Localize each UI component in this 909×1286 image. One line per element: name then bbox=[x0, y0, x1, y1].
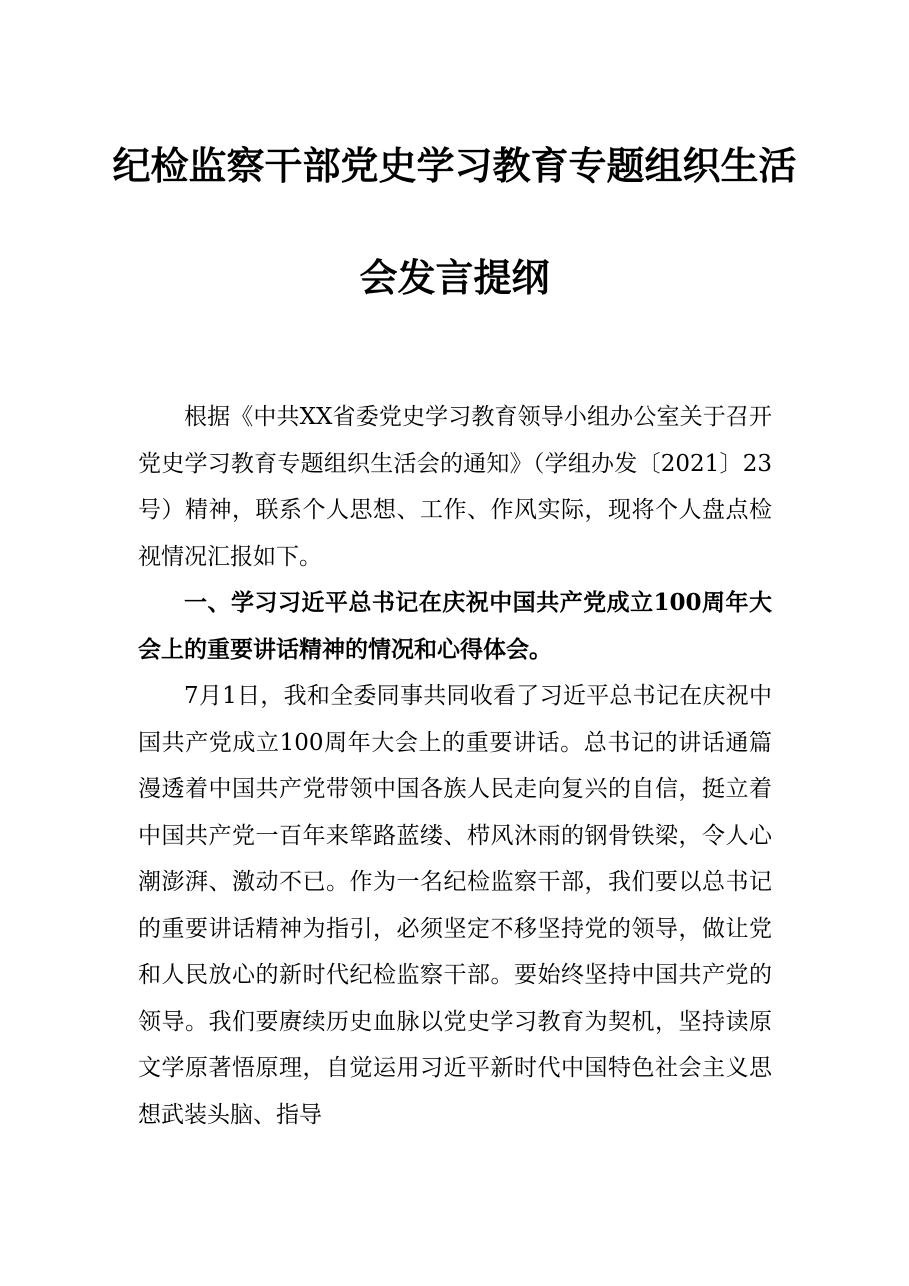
document-title-line-1: 纪检监察干部党史学习教育专题组织生活 bbox=[112, 143, 797, 188]
section-heading-1: 一、学习习近平总书记在庆祝中国共产党成立100周年大会上的重要讲话精神的情况和心得体会。 bbox=[138, 589, 772, 663]
body-paragraph-2: 7月1日，我和全委同事共同收看了习近平总书记在庆祝中国共产党成立100周年大会上的重要讲话。总书记的讲话通篇漫透着中国共产党带领中国各族人民走向复兴的自信，挺立着中国共产党一百年来筚路蓝缕、栉风沐雨的钢骨铁梁，令人心潮澎湃、激动不已。作为一名纪检监察干部，我们要以总书记的重要讲话精神为指引，必须坚定不移坚持党的领导，做让党和人民放心的新时代纪检监察干部。要始终坚持中国共产党的领导。我们要赓续历史血脉以党史学习教育为契机，坚持读原文学原著悟原理，自觉运用习近平新时代中国特色社会主义思想武装头脑、指导 bbox=[138, 683, 772, 1128]
intro-paragraph: 根据《中共XX省委党史学习教育领导小组办公室关于召开党史学习教育专题组织生活会的通知》（学组办发〔2021〕23号）精神，联系个人思想、工作、作风实际，现将个人盘点检视情况汇报如下。 bbox=[138, 404, 772, 570]
document-title-line-2: 会发言提纲 bbox=[359, 255, 550, 300]
